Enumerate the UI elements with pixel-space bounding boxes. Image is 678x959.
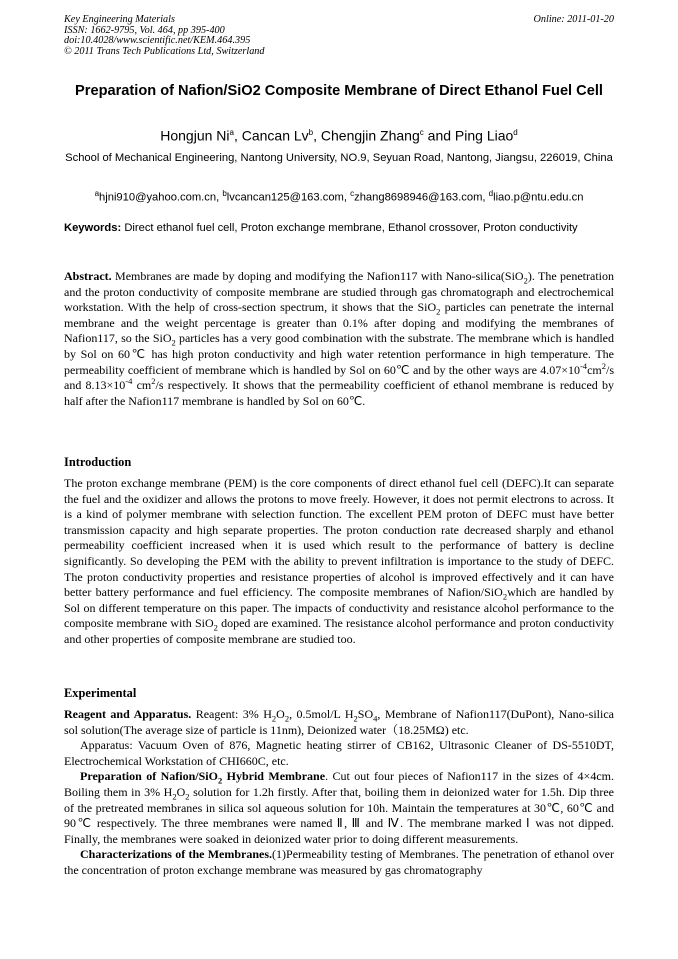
affiliation: School of Mechanical Engineering, Nantong University, NO.9, Seyuan Road, Nantong, Jiangsu, 226019, China <box>65 152 613 164</box>
author-name: Cancan Lv <box>241 127 309 144</box>
apparatus-paragraph: Apparatus: Vacuum Oven of 876, Magnetic heating stirrer of CB162, Ultrasonic Cleaner of DS-5510DT, Electrochemical Workstation of CHI660C, etc. <box>64 738 614 768</box>
email-mark: d <box>488 189 494 198</box>
abstract-text: particles has a very good combination with the substrate. The membrane which is handled by Sol on 60℃ has high proton conductivity and high water retention performance in high temperature. The permeability coefficient of membrane which is handled by Sol on 60℃ and by the other ways are 4.07×10 <box>64 331 615 377</box>
abstract-text: ). The penetration and the proton conductivity of composite membrane are studied through gas chromatograph and electrochemical workstation. With the help of cross-section spectrum, it shows that the SiO <box>64 269 614 315</box>
reagent-label: Reagent and Apparatus. <box>64 707 192 721</box>
subscript: 2 <box>213 622 218 633</box>
author-separator: , <box>233 127 242 144</box>
introduction-text: doped are examined. The resistance alcohol performance and proton conductivity and other properties of composite membrane are studied too. <box>64 616 614 646</box>
experimental-section <box>64 707 614 879</box>
subscript: 2 <box>523 275 528 286</box>
email-address[interactable]: zhang8698946@163.com <box>354 191 483 204</box>
author-separator: and <box>423 127 455 144</box>
superscript: -4 <box>125 376 133 387</box>
subscript: 2 <box>172 791 177 802</box>
subscript: 2 <box>171 337 176 348</box>
reagent-paragraph <box>64 707 614 738</box>
subscript: 2 <box>353 713 358 724</box>
preparation-label-text: Preparation of Nafion/SiO <box>80 769 218 784</box>
author-mark: a <box>229 128 234 137</box>
abstract <box>64 269 614 409</box>
email-separator: , <box>482 191 489 204</box>
introduction-text: The proton exchange membrane (PEM) is the core components of direct ethanol fuel cell (DEFC).It can separate the fuel and the oxidizer and allows the protons to move freely. However, it does not permit electrons to across. It is a kind of polymer membrane with selection function. The excellent PEM proton of DEFC must have better transmission capacity and high separate properties. The proton conduction rate decreased sharply and ethanol permeability coefficient increased when it is used which result to the performance of battery is decline significantly. So developing the PEM with the ability to prevent infiltration is importance to the study of DEFC. The proton conductivity properties and resistance properties of alcohol is improved effectively and it can have better battery performance and fuel efficiency. The composite membranes of Nafion/SiO <box>64 476 614 600</box>
abstract-text: /s respectively. It shows that the permeability coefficient of ethanol membrane is reduced by half after the Nafion117 membrane is handled by Sol on 60℃. <box>64 378 614 408</box>
abstract-text: /s and 8.13×10 <box>64 362 614 393</box>
author-mark: d <box>513 128 518 137</box>
author-name: Hongjun Ni <box>160 127 230 144</box>
abstract-text: cm <box>587 362 602 377</box>
author-mark: b <box>308 128 314 137</box>
introduction-text: which are handled by Sol on different temperature on this paper. The impacts of conductivity and resistance alcohol performance to the composite membrane with SiO <box>64 585 614 631</box>
keywords-text: Direct ethanol fuel cell, Proton exchange membrane, Ethanol crossover, Proton conductivity <box>124 222 578 234</box>
reagent-text: SO <box>357 707 374 721</box>
author-name: Chengjin Zhang <box>320 127 420 144</box>
subscript: 2 <box>271 713 277 724</box>
reagent-text: O <box>276 707 285 721</box>
author-separator: , <box>313 127 321 144</box>
journal-doi[interactable]: doi:10.4028/www.scientific.net/KEM.464.395 <box>64 35 251 47</box>
characterization-text: (1)Permeability testing of Membranes. The penetration of ethanol over the concentration of proton exchange membrane was measured by gas chromatography <box>64 847 614 877</box>
abstract-label: Abstract. <box>64 269 112 283</box>
email-address[interactable]: liao.p@ntu.edu.cn <box>493 191 584 204</box>
preparation-paragraph <box>64 769 614 847</box>
subscript: 2 <box>185 791 190 802</box>
email-mark: c <box>350 189 355 198</box>
journal-name: Key Engineering Materials <box>64 14 175 25</box>
email-separator: , <box>216 191 223 204</box>
preparation-label <box>80 769 326 786</box>
email-mark: a <box>94 189 100 198</box>
introduction-heading: Introduction <box>64 455 132 469</box>
journal-issn: ISSN: 1662-9795, Vol. 464, pp 395-400 <box>64 24 225 36</box>
paper-title: Preparation of Nafion/SiO2 Composite Membrane of Direct Ethanol Fuel Cell <box>75 83 603 99</box>
preparation-text: O <box>176 784 186 799</box>
journal-copyright: © 2011 Trans Tech Publications Ltd, Switzerland <box>64 45 265 57</box>
email-mark: b <box>222 189 227 198</box>
preparation-label-text: Hybrid Membrane <box>222 769 326 784</box>
journal-header <box>64 15 614 57</box>
author-name: Ping Liao <box>454 127 514 144</box>
author-list <box>64 124 614 145</box>
email-address[interactable]: lvcancan125@163.com <box>226 191 344 204</box>
online-date: Online: 2011-01-20 <box>533 14 614 25</box>
email-list <box>64 186 614 206</box>
preparation-text: solution for 1.2h firstly. After that, boiling them in deionized water for 1.5h. Dip three of the pretreated membranes in silica sol aqueous solution for 10h. Maintain the temperatures at 30℃, 60℃ and 90℃ respectively. The three membranes were named Ⅱ, Ⅲ and Ⅳ. The membrane marked Ⅰ was not dipped. Finally, the membranes were soaked in deionized water prior to doing different measurements. <box>64 784 614 846</box>
subscript: 2 <box>502 591 508 602</box>
abstract-text: Membranes are made by doping and modifying the Nafion117 with Nano-silica(SiO <box>115 269 524 283</box>
subscript: 2 <box>217 775 223 786</box>
keywords-label: Keywords: <box>64 222 122 234</box>
keywords <box>64 221 614 235</box>
subscript: 4 <box>373 713 378 724</box>
subscript: 2 <box>436 306 441 317</box>
reagent-text: , Membrane of Nafion117(DuPont), Nano-silica sol solution(The average size of particle is 11nm), Deionized water（18.25MΩ) etc. <box>64 707 614 737</box>
reagent-text: Reagent: 3% H <box>191 707 272 721</box>
reagent-text: , 0.5mol/L H <box>289 707 354 721</box>
introduction-paragraph <box>64 476 614 648</box>
characterization-label: Characterizations of the Membranes. <box>80 847 273 862</box>
characterization-paragraph <box>64 847 614 878</box>
superscript: 2 <box>601 360 606 371</box>
superscript: 2 <box>151 376 156 387</box>
experimental-heading: Experimental <box>64 686 137 700</box>
preparation-text: . Cut out four pieces of Nafion117 in the sizes of 4×4cm. Boiling them in 3% H <box>64 769 614 799</box>
abstract-text: cm <box>132 378 152 393</box>
abstract-text: particles can penetrate the internal membrane and the weight percentage is greater than 0.1% after doping and modifying the membranes of Nafion117, so the SiO <box>64 300 614 346</box>
email-separator: , <box>343 191 351 204</box>
author-mark: c <box>419 128 424 137</box>
superscript: -4 <box>579 360 588 371</box>
subscript: 2 <box>284 713 290 724</box>
email-address[interactable]: hjni910@yahoo.com.cn <box>99 191 217 204</box>
